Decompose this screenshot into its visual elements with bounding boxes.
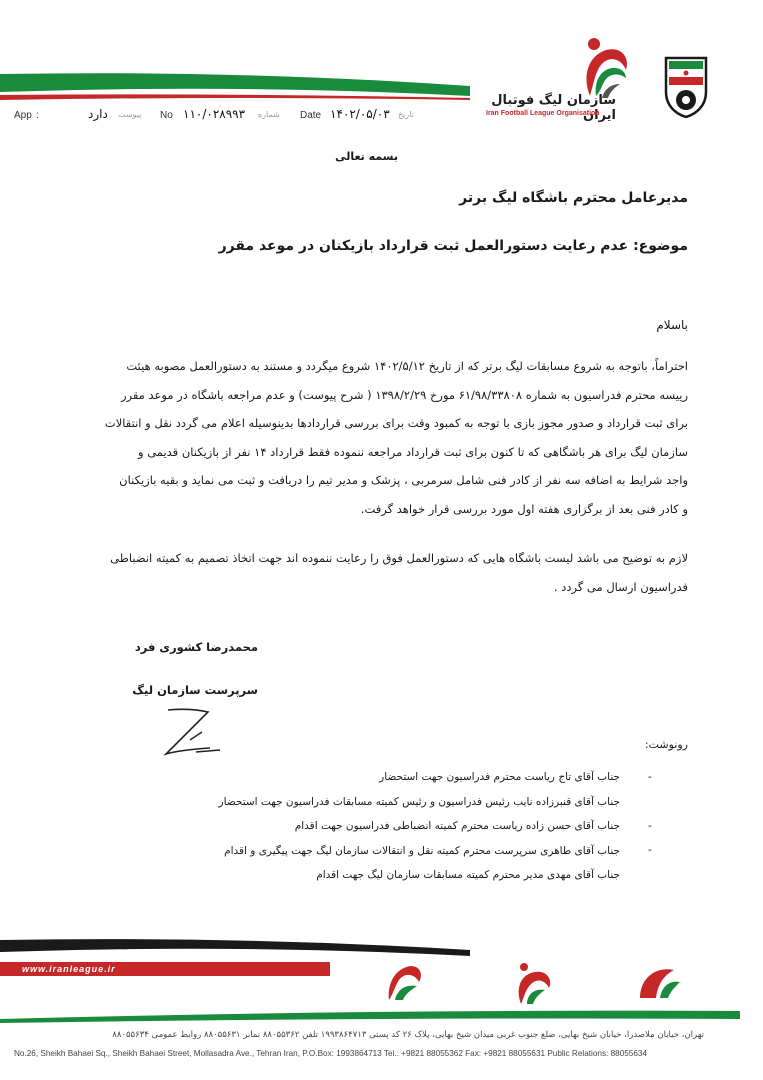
signer-title: سرپرست سازمان لیگ bbox=[132, 683, 258, 697]
footer-logo-2-icon bbox=[515, 960, 555, 1006]
cc-bullet: - bbox=[648, 820, 652, 832]
paragraph-2 bbox=[40, 544, 688, 601]
attachment-value: دارد bbox=[88, 107, 108, 121]
recipient: مدیرعامل محترم باشگاه لیگ برتر bbox=[459, 190, 688, 206]
cc-bullet: - bbox=[648, 771, 652, 783]
cc-item: جناب آقای مهدی مدیر محترم کمیته مسابقات سازمان لیگ جهت اقدام bbox=[316, 869, 620, 881]
paragraph-line: برای ثبت قرارداد و صدور مجوز بازی با توجه به کمبود وقت برای بررسی قراردادها بدینوسیله اعلام می گردد نقل و انتقالات bbox=[104, 416, 688, 430]
footer-address-fa: تهران، خیابان ملاصدرا، خیابان شیخ بهایی، ضلع جنوب غربی میدان شیخ بهایی، پلاک ۲۶ کد پستی ۱۹۹۳۸۶۴۷۱۳ تلفن ۸۸۰۵۵۳۶۲ نمابر ۸۸۰۵۵۶۳۱ روابط عمومی ۸۸۰۵۵۶۳۴ bbox=[112, 1030, 704, 1040]
number-label: شماره bbox=[258, 110, 280, 119]
greeting: باسلام bbox=[656, 318, 688, 332]
paragraph-line: لازم به توضیح می باشد لیست باشگاه هایی که دستورالعمل فوق را رعایت ننموده اند جهت اتخاذ تصمیم به کمیته انضباطی bbox=[110, 551, 688, 565]
signer-name: محمدرضا کشوری فرد bbox=[134, 640, 258, 654]
federation-emblem-icon bbox=[663, 56, 709, 118]
website-link[interactable]: www.iranleague.ir bbox=[22, 964, 116, 974]
cc-item: جناب آقای طاهری سرپرست محترم کمیته نقل و انتقالات سازمان لیگ جهت پیگیری و اقدام bbox=[224, 844, 620, 857]
no-label: No bbox=[160, 110, 173, 121]
cc-item: جناب آقای تاج ریاست محترم فدراسیون جهت استحضار bbox=[379, 771, 620, 783]
paragraph-line: احتراماً، باتوجه به شروع مسابقات لیگ برتر که از تاریخ ۱۴۰۲/۵/۱۲ شروع میگردد و مستند به دستورالعمل مصوبه هیئت bbox=[126, 359, 688, 373]
signature bbox=[150, 704, 240, 760]
league-logo-icon bbox=[582, 36, 632, 100]
paragraph-line: واجد شرایط به اضافه سه نفر از کادر فنی شامل سرمربی ، پزشک و مدیر تیم را دریافت و ثبت می نماید و بقیه بازیکنان bbox=[119, 473, 688, 487]
app-label: App bbox=[14, 110, 32, 121]
subject: موضوع: عدم رعایت دستورالعمل ثبت قرارداد بازیکنان در موعد مقرر bbox=[218, 238, 688, 254]
cc-item: جناب آقای قنبرزاده نایب رئیس فدراسیون و رئیس کمیته مسابقات فدراسیون جهت استحضار bbox=[218, 795, 620, 808]
date-label: Date bbox=[300, 110, 322, 121]
attachment-label: پیوست bbox=[118, 110, 142, 119]
paragraph-1 bbox=[40, 352, 688, 523]
letter-number: ۱۱۰/۰۲۸۹۹۳ bbox=[183, 107, 246, 121]
footer-logo-1-icon bbox=[385, 960, 425, 1002]
header-red-band bbox=[0, 93, 470, 100]
org-name-en: Iran Football League Organisation bbox=[486, 110, 600, 117]
paragraph-line: و کادر فنی بعد از برگزاری هفته اول مورد بررسی قرار خواهد گرفت. bbox=[360, 501, 688, 516]
footer-logo-3-icon bbox=[636, 962, 682, 1002]
footer-address-en: No.26, Sheikh Bahaei Sq., Sheikh Bahaei Street, Mollasadra Ave., Tehran Iran, P.O.Box: 1993864713 Tel.: +9821 88055362 Fax: +9821 88055631 Public Relations: 88055634 bbox=[14, 1049, 648, 1058]
cc-label: رونوشت: bbox=[644, 738, 688, 751]
cc-item: جناب آقای حسن زاده ریاست محترم کمیته انضباطی فدراسیون جهت اقدام bbox=[294, 820, 620, 832]
cc-bullet: - bbox=[648, 844, 652, 856]
bismillah: بسمه تعالی bbox=[335, 150, 398, 163]
paragraph-line: ریيسه محترم فدراسیون به شماره ۶۱/۹۸/۳۳۸۰۸ مورخ ۱۳۹۸/۲/۲۹ ( شرح پیوست) و عدم مراجعه باشگاه در موعد مقرر bbox=[120, 387, 688, 402]
date-label-fa: تاریخ bbox=[398, 110, 414, 119]
paragraph-line: سازمان لیگ برای هر باشگاهی که تا کنون برای ثبت قرارداد مراجعه ننموده فقط قرارداد ۱۴ نفر از بازیکنان قدیمی و bbox=[138, 444, 688, 459]
cc-list bbox=[150, 765, 620, 888]
org-name-fa: سازمان لیگ فوتبال ایران bbox=[491, 93, 616, 123]
paragraph-line: فدراسیون ارسال می گردد . bbox=[553, 579, 688, 594]
letter-date: ۱۴۰۲/۰۵/۰۳ bbox=[330, 107, 390, 121]
footer-green-band bbox=[0, 1009, 740, 1023]
